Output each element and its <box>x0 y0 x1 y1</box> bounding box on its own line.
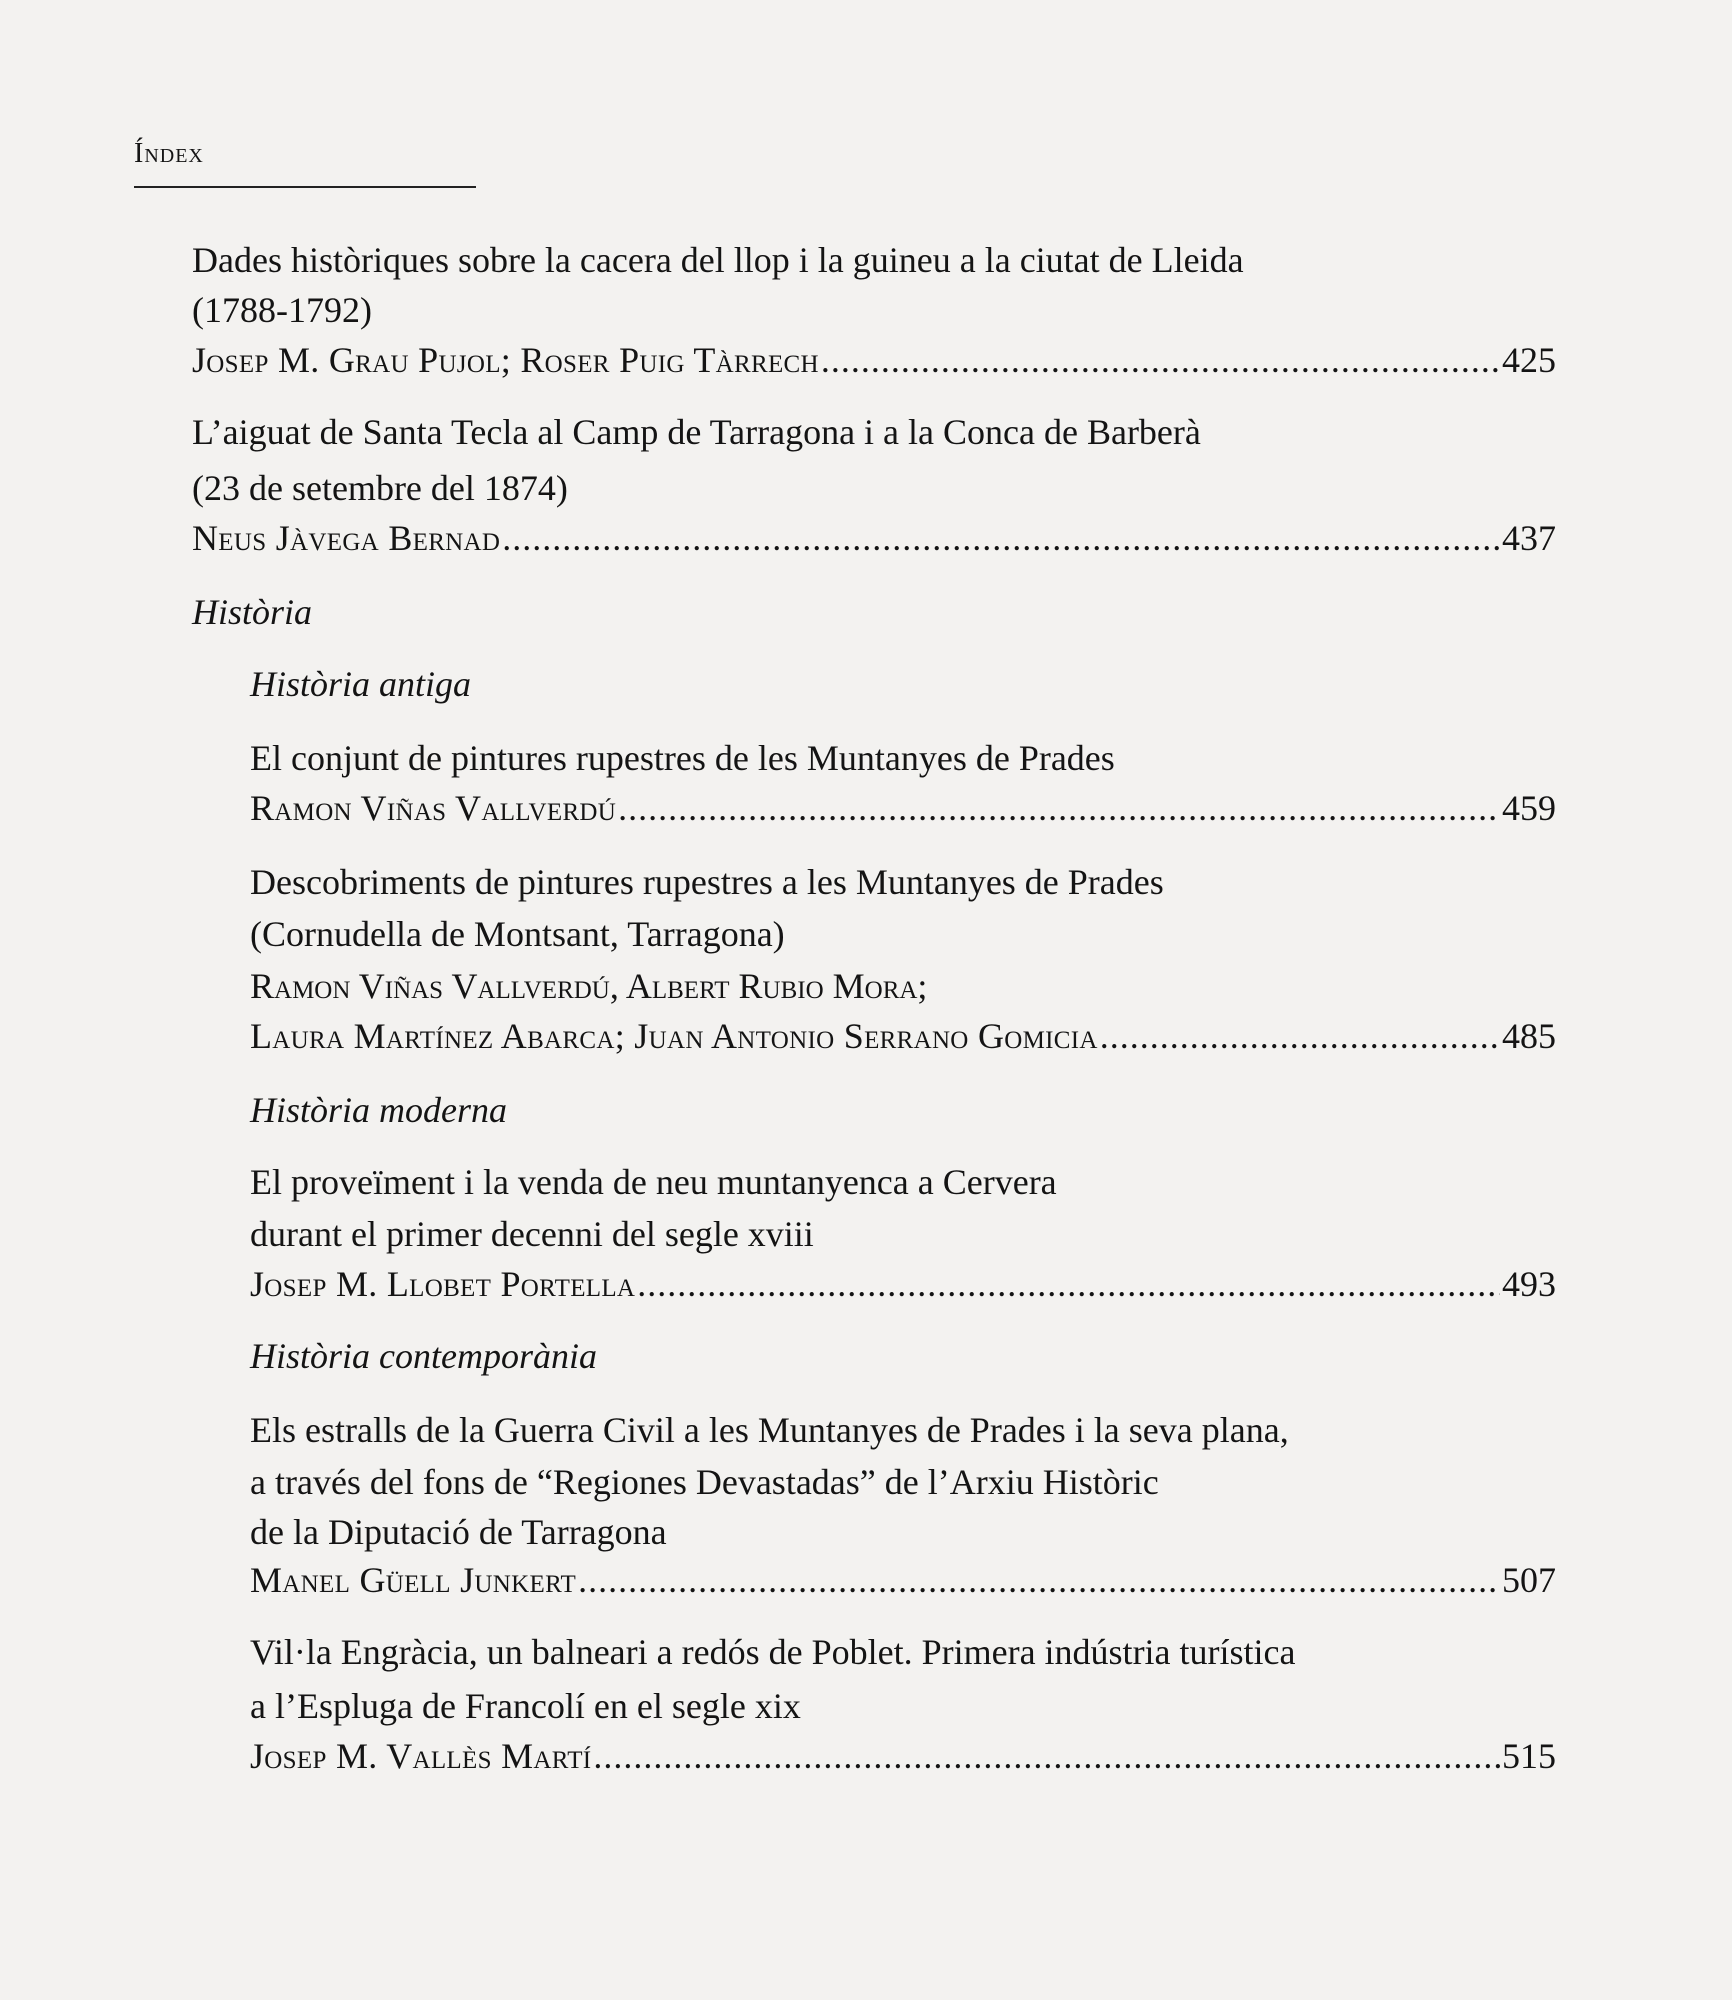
entry-author: Ramon Viñas Vallverdú <box>250 788 617 828</box>
entry-title-line: a través del fons de “Regiones Devastadas” de l’Arxiu Històric <box>250 1462 1159 1502</box>
entry-page-number: 459 <box>1502 788 1556 828</box>
entry-title-line: Descobriments de pintures rupestres a les Muntanyes de Prades <box>250 862 1164 902</box>
toc-entry-row[interactable] <box>250 1262 1556 1306</box>
entry-author: Neus Jàvega Bernad <box>192 518 501 558</box>
leader-dots <box>593 1734 1500 1778</box>
leader-dots <box>637 1262 1500 1306</box>
entry-author: Josep M. Grau Pujol; Roser Puig Tàrrech <box>192 340 819 380</box>
entry-page-number: 425 <box>1502 340 1556 380</box>
entry-page-number: 493 <box>1502 1264 1556 1304</box>
entry-title-line: El proveïment i la venda de neu muntanyenca a Cervera <box>250 1162 1057 1202</box>
toc-entry-row[interactable] <box>250 1558 1556 1602</box>
section-heading-historia-antiga: Història antiga <box>250 664 472 704</box>
entry-author: Josep M. Vallès Martí <box>250 1736 592 1776</box>
entry-title-line: El conjunt de pintures rupestres de les Muntanyes de Prades <box>250 738 1115 778</box>
leader-dots <box>821 338 1500 382</box>
entry-title-line: de la Diputació de Tarragona <box>250 1512 667 1552</box>
section-heading-historia-moderna: Història moderna <box>250 1090 508 1130</box>
entry-page-number: 507 <box>1502 1560 1556 1600</box>
leader-dots <box>578 1558 1500 1602</box>
entry-title-line: L’aiguat de Santa Tecla al Camp de Tarragona i a la Conca de Barberà <box>192 412 1201 452</box>
entry-title-line: durant el primer decenni del segle xviii <box>250 1214 814 1254</box>
entry-title-line: Els estralls de la Guerra Civil a les Muntanyes de Prades i la seva plana, <box>250 1410 1289 1450</box>
entry-author: Laura Martínez Abarca; Juan Antonio Serrano Gomicia <box>250 1016 1098 1056</box>
leader-dots <box>618 786 1500 830</box>
toc-entry-row[interactable] <box>192 516 1556 560</box>
toc-entry-row[interactable] <box>250 786 1556 830</box>
entry-author-line: Ramon Viñas Vallverdú, Albert Rubio Mora; <box>250 966 928 1006</box>
entry-title-line: a l’Espluga de Francolí en el segle xix <box>250 1686 801 1726</box>
entry-page-number: 515 <box>1502 1736 1556 1776</box>
entry-title-line: Dades històriques sobre la cacera del llop i la guineu a la ciutat de Lleida <box>192 240 1244 280</box>
entry-title-line: (23 de setembre del 1874) <box>192 468 568 508</box>
toc-entry-row[interactable] <box>250 1734 1556 1778</box>
entry-author: Manel Güell Junkert <box>250 1560 577 1600</box>
entry-page-number: 485 <box>1502 1016 1556 1056</box>
index-heading: Índex <box>134 138 204 169</box>
entry-title-line: (Cornudella de Montsant, Tarragona) <box>250 914 785 954</box>
leader-dots <box>502 516 1500 560</box>
toc-entry-row[interactable] <box>192 338 1556 382</box>
entry-title-line: (1788-1792) <box>192 290 372 330</box>
leader-dots <box>1100 1014 1500 1058</box>
section-heading-historia-contemporania: Història contemporània <box>250 1336 597 1376</box>
toc-entry-row[interactable] <box>250 1014 1556 1058</box>
entry-author: Josep M. Llobet Portella <box>250 1264 636 1304</box>
entry-title-line: Vil·la Engràcia, un balneari a redós de Poblet. Primera indústria turística <box>250 1632 1296 1672</box>
entry-page-number: 437 <box>1502 518 1556 558</box>
section-heading-historia: Història <box>192 592 313 632</box>
